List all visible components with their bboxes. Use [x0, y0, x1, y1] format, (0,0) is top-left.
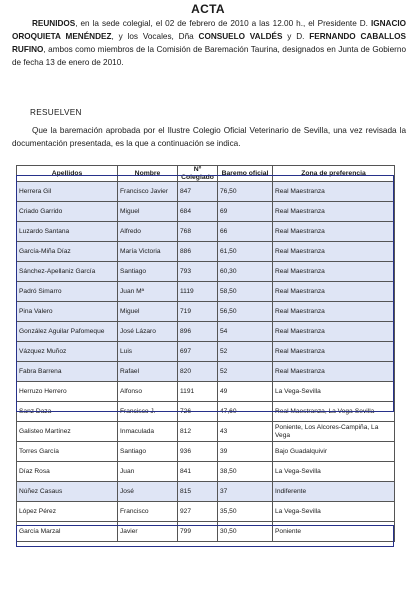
cell-apellidos: González Aguilar Pafomeque	[17, 322, 118, 342]
cell-nombre: Santiago	[118, 262, 178, 282]
cell-baremo: 43	[218, 422, 273, 442]
cell-colegiado: 896	[178, 322, 218, 342]
cell-apellidos: Herrera Gil	[17, 182, 118, 202]
table-row	[17, 262, 395, 282]
cell-colegiado: 841	[178, 462, 218, 482]
cell-baremo: 61,50	[218, 242, 273, 262]
intro-text-4: , ambos como miembros de la Comisión de Baremación Taurina, designados en Junta de Gobierno de fecha 13 de enero de 2010.	[12, 45, 406, 67]
table-row	[17, 522, 395, 542]
cell-baremo: 38,50	[218, 462, 273, 482]
cell-baremo: 60,30	[218, 262, 273, 282]
table-row	[17, 182, 395, 202]
cell-zona: Indiferente	[273, 482, 395, 502]
cell-baremo: 66	[218, 222, 273, 242]
table-row	[17, 242, 395, 262]
intro-text-2: , y los Vocales, Dña	[111, 32, 199, 41]
cell-apellidos: Díaz Rosa	[17, 462, 118, 482]
table-row	[17, 382, 395, 402]
header-baremo: Baremo oficial	[218, 166, 273, 182]
intro-text-1: , en la sede colegial, el 02 de febrero de 2010 a las 12.00 h., el Presidente D.	[75, 19, 371, 28]
cell-baremo: 69	[218, 202, 273, 222]
cell-zona: La Vega-Sevilla	[273, 462, 395, 482]
cell-nombre: Francisco J.	[118, 402, 178, 422]
resolution-text: Que la baremación aprobada por el Ilustre Colegio Oficial Veterinario de Sevilla, una vez revisada la documentación presentada, es la que a continuación se indica.	[12, 126, 406, 148]
resolution-paragraph	[12, 124, 406, 150]
table-row	[17, 202, 395, 222]
cell-nombre: Juan	[118, 462, 178, 482]
cell-baremo: 52	[218, 342, 273, 362]
cell-zona: La Vega-Sevilla	[273, 382, 395, 402]
cell-zona: Real Maestranza	[273, 282, 395, 302]
resuelven-heading: RESUELVEN	[30, 108, 82, 117]
cell-apellidos: Herruzo Herrero	[17, 382, 118, 402]
cell-baremo: 47,60	[218, 402, 273, 422]
cell-baremo: 58,50	[218, 282, 273, 302]
table-row	[17, 502, 395, 522]
cell-apellidos: Vázquez Muñoz	[17, 342, 118, 362]
table-row	[17, 322, 395, 342]
header-apellidos: Apellidos	[17, 166, 118, 182]
cell-apellidos: López Pérez	[17, 502, 118, 522]
cell-colegiado: 815	[178, 482, 218, 502]
cell-colegiado: 768	[178, 222, 218, 242]
intro-text-3: y D.	[282, 32, 310, 41]
cell-apellidos: Criado Garrido	[17, 202, 118, 222]
cell-nombre: José Lázaro	[118, 322, 178, 342]
cell-nombre: Francisco Javier	[118, 182, 178, 202]
cell-nombre: Miguel	[118, 202, 178, 222]
baremacion-table	[16, 165, 395, 542]
table-row	[17, 342, 395, 362]
table-body	[17, 182, 395, 542]
cell-baremo: 37	[218, 482, 273, 502]
cell-nombre: Alfonso	[118, 382, 178, 402]
table-row	[17, 482, 395, 502]
cell-zona: Bajo Guadalquivir	[273, 442, 395, 462]
cell-baremo: 39	[218, 442, 273, 462]
cell-apellidos: Padró Simarro	[17, 282, 118, 302]
cell-apellidos: García-Miña Díaz	[17, 242, 118, 262]
cell-nombre: Javier	[118, 522, 178, 542]
cell-colegiado: 936	[178, 442, 218, 462]
cell-apellidos: Luzardo Santana	[17, 222, 118, 242]
cell-apellidos: Núñez Casaus	[17, 482, 118, 502]
cell-apellidos: Pina Valero	[17, 302, 118, 322]
cell-zona: Real Maestranza	[273, 222, 395, 242]
cell-colegiado: 1191	[178, 382, 218, 402]
table-header-row	[17, 166, 395, 182]
cell-nombre: Alfredo	[118, 222, 178, 242]
header-colegiado: Nº Colegiado	[178, 166, 218, 182]
cell-nombre: Rafael	[118, 362, 178, 382]
cell-colegiado: 847	[178, 182, 218, 202]
cell-baremo: 76,50	[218, 182, 273, 202]
cell-colegiado: 927	[178, 502, 218, 522]
table-row	[17, 442, 395, 462]
cell-apellidos: Galisteo Martínez	[17, 422, 118, 442]
cell-colegiado: 719	[178, 302, 218, 322]
cell-zona: Real Maestranza	[273, 262, 395, 282]
cell-apellidos: Sánchez-Apellaniz García	[17, 262, 118, 282]
vocal1-name: CONSUELO VALDÉS	[198, 32, 283, 41]
cell-zona: Real Maestranza	[273, 362, 395, 382]
cell-zona: Real Maestranza	[273, 242, 395, 262]
cell-baremo: 52	[218, 362, 273, 382]
presidente-name: IGNACIO OROQUIETA MENÉNDEZ	[12, 19, 406, 41]
cell-nombre: Santiago	[118, 442, 178, 462]
cell-zona: Poniente	[273, 522, 395, 542]
reunidos-label: REUNIDOS	[32, 19, 76, 28]
cell-apellidos: García Marzal	[17, 522, 118, 542]
cell-nombre: Miguel	[118, 302, 178, 322]
cell-colegiado: 726	[178, 402, 218, 422]
cell-colegiado: 812	[178, 422, 218, 442]
table-row	[17, 402, 395, 422]
cell-nombre: Francisco	[118, 502, 178, 522]
table-row	[17, 422, 395, 442]
cell-baremo: 30,50	[218, 522, 273, 542]
table-row	[17, 462, 395, 482]
cell-colegiado: 799	[178, 522, 218, 542]
cell-colegiado: 886	[178, 242, 218, 262]
cell-baremo: 54	[218, 322, 273, 342]
table-row	[17, 282, 395, 302]
cell-nombre: María Victoria	[118, 242, 178, 262]
cell-zona: Real Maestranza	[273, 302, 395, 322]
cell-nombre: Luis	[118, 342, 178, 362]
cell-colegiado: 697	[178, 342, 218, 362]
cell-baremo: 35,50	[218, 502, 273, 522]
cell-baremo: 56,50	[218, 302, 273, 322]
cell-zona: Poniente, Los Alcores-Campiña, La Vega	[273, 422, 395, 442]
cell-zona: Real Maestranza	[273, 182, 395, 202]
cell-nombre: Inmaculada	[118, 422, 178, 442]
table-row	[17, 302, 395, 322]
cell-apellidos: Torres García	[17, 442, 118, 462]
cell-colegiado: 820	[178, 362, 218, 382]
cell-colegiado: 1119	[178, 282, 218, 302]
cell-baremo: 49	[218, 382, 273, 402]
cell-zona: La Vega-Sevilla	[273, 502, 395, 522]
header-nombre: Nombre	[118, 166, 178, 182]
cell-zona: Real Maestranza	[273, 342, 395, 362]
cell-colegiado: 684	[178, 202, 218, 222]
cell-nombre: Juan Mª	[118, 282, 178, 302]
table-row	[17, 222, 395, 242]
document-title: ACTA	[191, 2, 225, 16]
intro-paragraph	[12, 17, 406, 69]
cell-colegiado: 793	[178, 262, 218, 282]
table-row	[17, 362, 395, 382]
cell-nombre: José	[118, 482, 178, 502]
cell-zona: Real Maestranza	[273, 322, 395, 342]
cell-zona: Real Maestranza, La Vega-Sevilla	[273, 402, 395, 422]
cell-apellidos: Fabra Barrena	[17, 362, 118, 382]
cell-apellidos: Sanz Daza	[17, 402, 118, 422]
header-zona: Zona de preferencia	[273, 166, 395, 182]
cell-zona: Real Maestranza	[273, 202, 395, 222]
vocal2-name: FERNANDO CABALLOS RUFINO	[12, 32, 406, 54]
